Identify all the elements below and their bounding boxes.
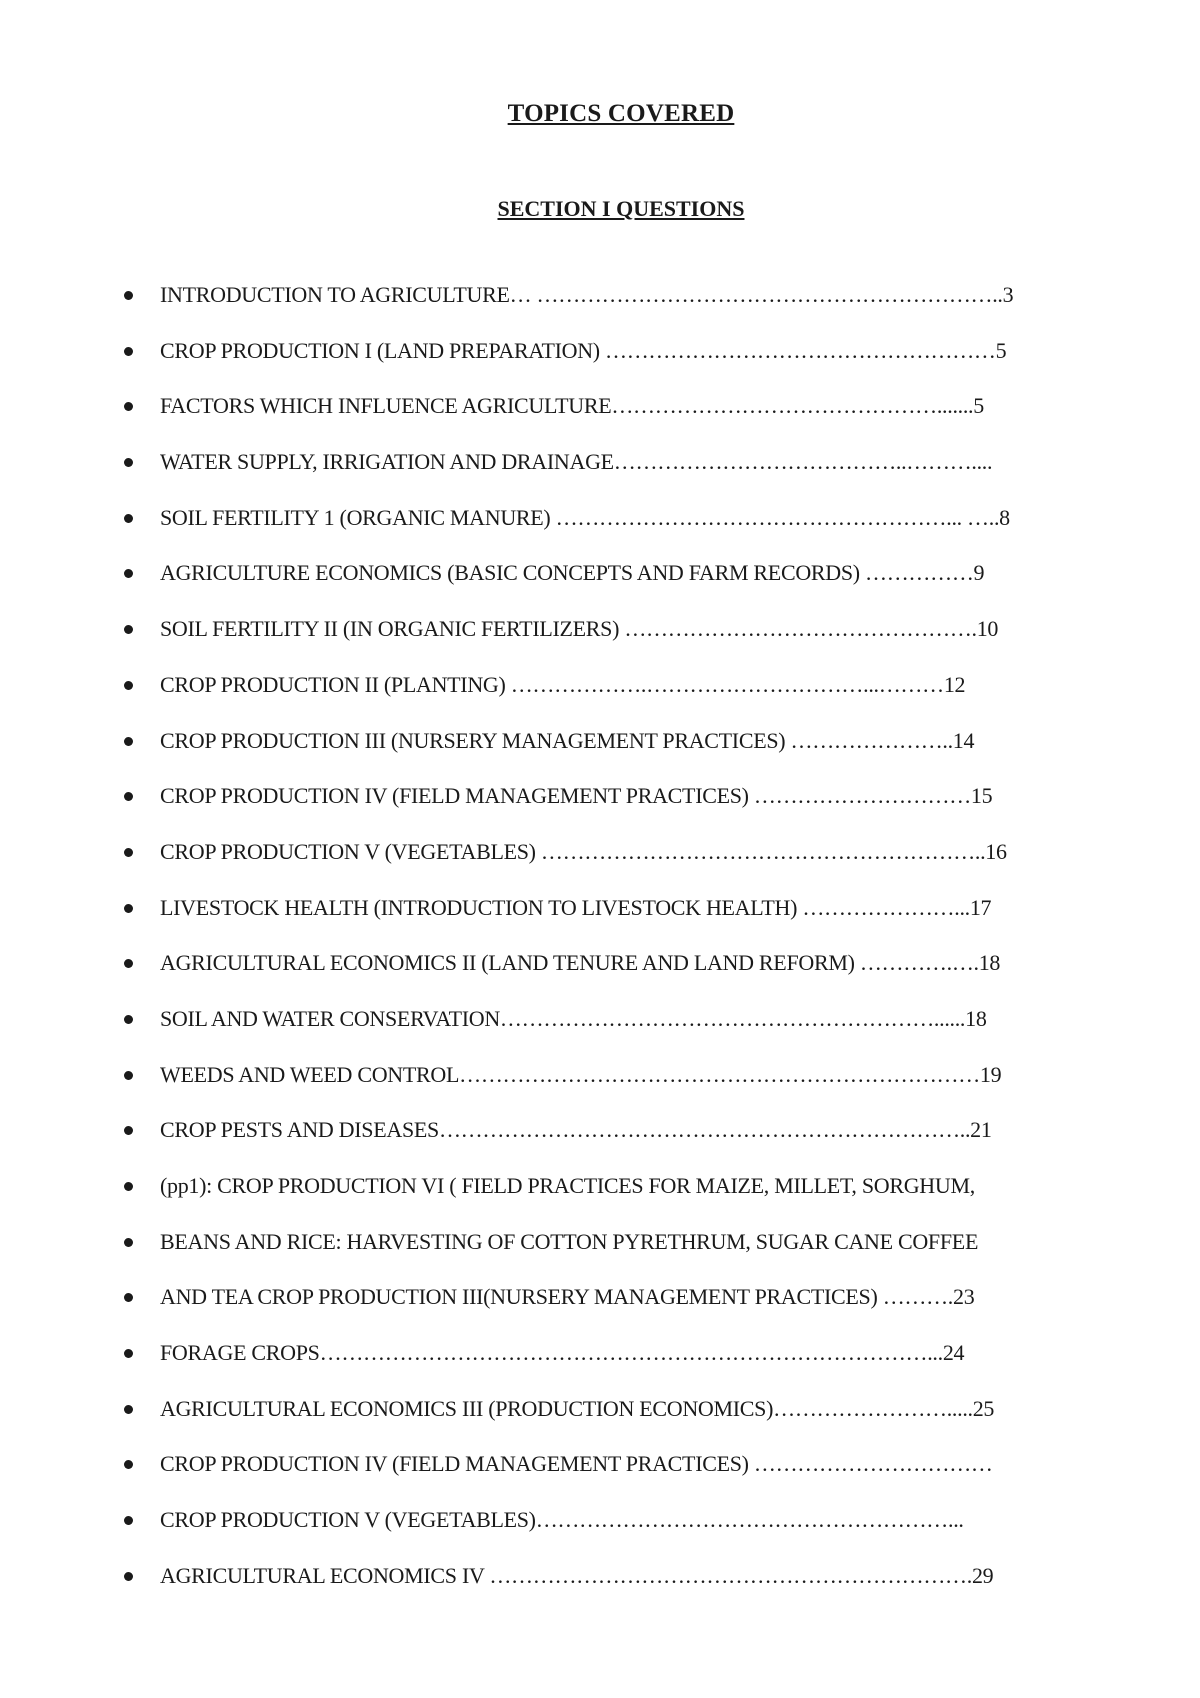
toc-entry	[0, 1559, 1200, 1615]
toc-entry-text: SOIL FERTILITY II (IN ORGANIC FERTILIZERS) ………………………………………….10	[160, 616, 999, 642]
toc-entry	[0, 1447, 1200, 1503]
toc-entry	[0, 1503, 1200, 1559]
toc-entry	[0, 1225, 1200, 1281]
toc-entry	[0, 668, 1200, 724]
bullet-icon	[124, 1349, 133, 1358]
toc-entry-text: AGRICULTURAL ECONOMICS III (PRODUCTION ECONOMICS)…………………….....25	[160, 1395, 995, 1421]
toc-entry-text: WATER SUPPLY, IRRIGATION AND DRAINAGE…………………………………..………....	[160, 449, 993, 475]
toc-entry	[0, 1280, 1200, 1336]
toc-entry	[0, 835, 1200, 891]
bullet-icon	[124, 569, 133, 578]
toc-entry	[0, 1336, 1200, 1392]
toc-entry-text: AGRICULTURAL ECONOMICS II (LAND TENURE AND LAND REFORM) ………….….18	[160, 950, 1001, 976]
bullet-icon	[124, 291, 133, 300]
bullet-icon	[124, 1126, 133, 1135]
topics-list	[0, 278, 1200, 1615]
toc-entry	[0, 501, 1200, 557]
toc-entry	[0, 389, 1200, 445]
toc-entry-text: FACTORS WHICH INFLUENCE AGRICULTURE……………………………………….......5	[160, 393, 984, 419]
toc-entry	[0, 724, 1200, 780]
toc-entry-text: FORAGE CROPS…………………………………………………………………………...24	[160, 1340, 965, 1366]
bullet-icon	[124, 1516, 133, 1525]
toc-entry-text: CROP PESTS AND DISEASES………………………………………………………………..21	[160, 1117, 992, 1143]
toc-entry	[0, 946, 1200, 1002]
toc-entry-text: (pp1): CROP PRODUCTION VI ( FIELD PRACTICES FOR MAIZE, MILLET, SORGHUM,	[160, 1173, 975, 1198]
bullet-icon	[124, 681, 133, 690]
bullet-icon	[124, 904, 133, 913]
toc-entry-text: LIVESTOCK HEALTH (INTRODUCTION TO LIVESTOCK HEALTH) …………………...17	[160, 894, 992, 920]
bullet-icon	[124, 1572, 133, 1581]
toc-entry	[0, 1113, 1200, 1169]
toc-entry-text: BEANS AND RICE: HARVESTING OF COTTON PYRETHRUM, SUGAR CANE COFFEE	[160, 1228, 979, 1254]
bullet-icon	[124, 514, 133, 523]
toc-entry	[0, 445, 1200, 501]
toc-entry-text: AND TEA CROP PRODUCTION III(NURSERY MANAGEMENT PRACTICES) ……….23	[160, 1284, 975, 1310]
toc-entry	[0, 1058, 1200, 1114]
toc-entry	[0, 779, 1200, 835]
bullet-icon	[124, 1182, 133, 1191]
toc-entry-text: CROP PRODUCTION III (NURSERY MANAGEMENT PRACTICES) …………………..14	[160, 727, 975, 753]
toc-entry	[0, 334, 1200, 390]
toc-entry	[0, 278, 1200, 334]
toc-entry	[0, 556, 1200, 612]
bullet-icon	[124, 1405, 133, 1414]
bullet-icon	[124, 625, 133, 634]
toc-entry-text: CROP PRODUCTION I (LAND PREPARATION) ………………………………………………5	[160, 337, 1007, 363]
toc-entry	[0, 612, 1200, 668]
bullet-icon	[124, 848, 133, 857]
bullet-icon	[124, 347, 133, 356]
toc-entry	[0, 1392, 1200, 1448]
toc-entry-text: CROP PRODUCTION V (VEGETABLES)…………………………………………………...	[160, 1507, 964, 1533]
bullet-icon	[124, 458, 133, 467]
bullet-icon	[124, 737, 133, 746]
toc-entry	[0, 1002, 1200, 1058]
toc-entry-text: CROP PRODUCTION V (VEGETABLES) ……………………………………………………..16	[160, 838, 1007, 864]
page-title: TOPICS COVERED	[507, 100, 735, 127]
toc-entry-text: AGRICULTURAL ECONOMICS IV ………………………………………………………….29	[160, 1562, 994, 1588]
bullet-icon	[124, 402, 133, 411]
toc-entry	[0, 891, 1200, 947]
toc-entry-text: CROP PRODUCTION IV (FIELD MANAGEMENT PRACTICES) …………………………15	[160, 783, 993, 809]
toc-entry	[0, 1169, 1200, 1225]
bullet-icon	[124, 959, 133, 968]
toc-entry-text: AGRICULTURE ECONOMICS (BASIC CONCEPTS AND FARM RECORDS) ……………9	[160, 560, 985, 586]
bullet-icon	[124, 792, 133, 801]
bullet-icon	[124, 1460, 133, 1469]
toc-entry-text: CROP PRODUCTION IV (FIELD MANAGEMENT PRACTICES) ……………………………	[160, 1451, 993, 1477]
bullet-icon	[124, 1293, 133, 1302]
bullet-icon	[124, 1238, 133, 1247]
bullet-icon	[124, 1071, 133, 1080]
bullet-icon	[124, 1015, 133, 1024]
toc-entry-text: CROP PRODUCTION II (PLANTING) ……………….…………………………...………12	[160, 671, 966, 697]
toc-entry-text: SOIL FERTILITY 1 (ORGANIC MANURE) ………………………………………………... …..8	[160, 504, 1010, 530]
section-heading: SECTION I QUESTIONS	[497, 196, 745, 221]
toc-entry-text: WEEDS AND WEED CONTROL………………………………………………………………19	[160, 1061, 1002, 1087]
toc-entry-text: INTRODUCTION TO AGRICULTURE… ………………………………………………………..3	[160, 282, 1014, 307]
toc-entry-text: SOIL AND WATER CONSERVATION……………………………………………………......18	[160, 1005, 987, 1031]
